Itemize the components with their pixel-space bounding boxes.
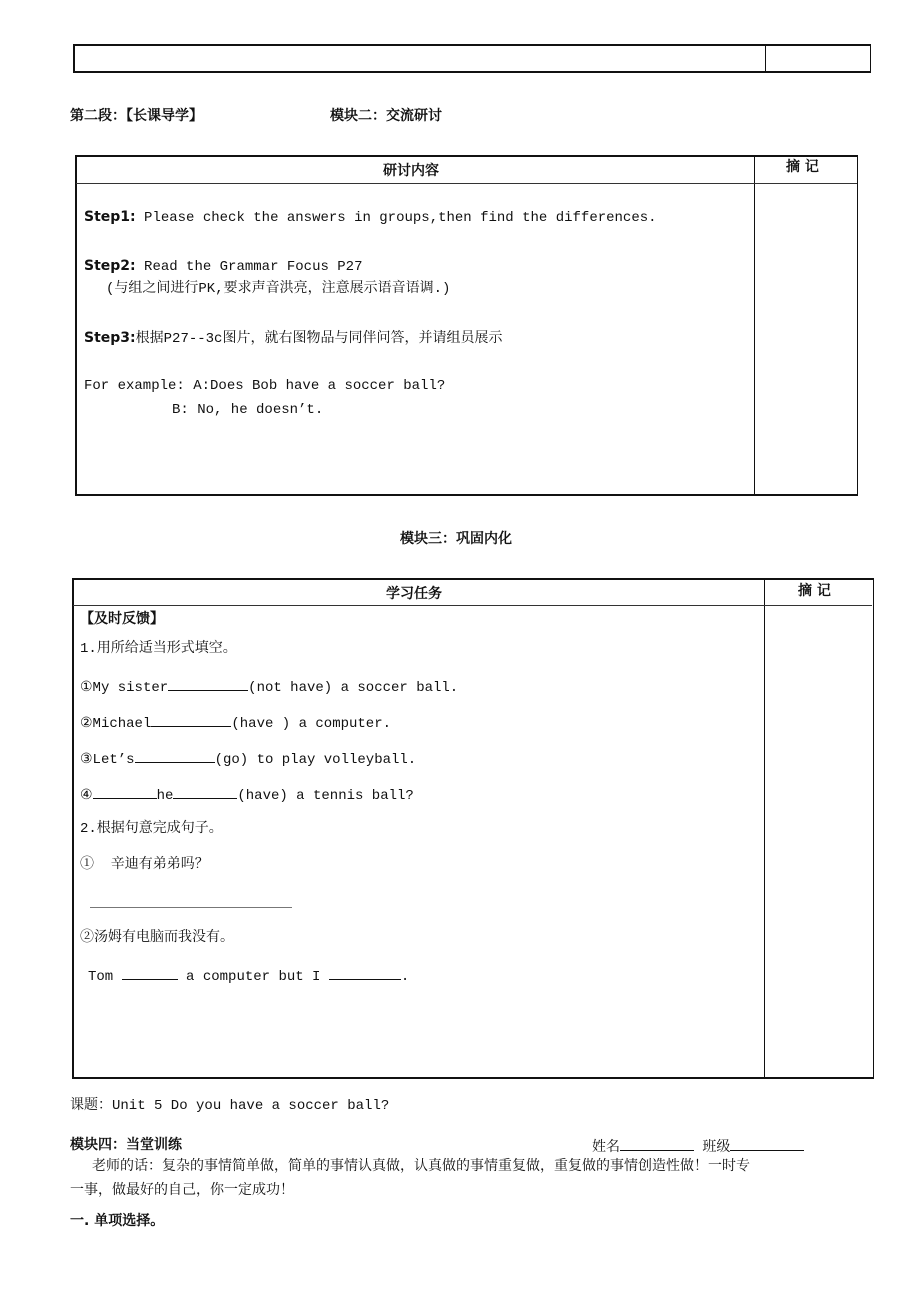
sentence-1: ① 辛迪有弟弟吗？: [80, 857, 209, 873]
feedback-heading: 【及时反馈】: [80, 611, 164, 627]
blank[interactable]: [151, 712, 231, 727]
step1-label: Step1:: [84, 209, 136, 225]
step2-label: Step2:: [84, 258, 136, 274]
step2-text: Read the Grammar Focus P27: [135, 259, 363, 275]
table-divider: [76, 183, 857, 184]
blank[interactable]: [122, 965, 178, 980]
blank[interactable]: [168, 676, 248, 691]
discussion-table: [75, 155, 858, 496]
fill-item-3: ③Let’s (go) to play volleyball.: [80, 748, 416, 769]
step3-label: Step3:: [84, 330, 136, 346]
class-blank[interactable]: [730, 1136, 804, 1151]
module-3-title: 模块三：巩固内化: [400, 531, 512, 547]
example-b: B: No, he doesn’t.: [172, 402, 324, 418]
step1-text: Please check the answers in groups,then find the differences.: [135, 210, 657, 226]
question-1: 1.用所给适当形式填空。: [80, 641, 237, 657]
answer-line[interactable]: [90, 907, 292, 908]
fill-item-1: ①My sister (not have) a soccer ball.: [80, 676, 458, 697]
sentence-2-fill: Tom a computer but I .: [88, 965, 409, 986]
fill-item-2: ②Michael (have ) a computer.: [80, 712, 391, 733]
teacher-words-line-2: 一事，做最好的自己，你一定成功！: [70, 1183, 294, 1199]
name-blank[interactable]: [620, 1136, 694, 1151]
blank[interactable]: [135, 748, 215, 763]
column-header-notes: 摘 记: [798, 583, 831, 599]
column-header-task: 学习任务: [386, 586, 442, 602]
top-table: [73, 44, 871, 73]
table-divider: [73, 605, 872, 606]
fill-item-4: ④ he (have) a tennis ball?: [80, 784, 414, 805]
module-4-title: 模块四：当堂训练: [70, 1137, 182, 1153]
column-header-notes: 摘 记: [786, 159, 819, 175]
lesson-title: 课题：Unit 5 Do you have a soccer ball?: [70, 1098, 390, 1114]
module-2-title: 模块二：交流研讨: [330, 108, 442, 124]
step2-note: (与组之间进行PK,要求声音洪亮，注意展示语音语调.): [106, 281, 451, 297]
name-field: 姓名 班级: [592, 1136, 804, 1157]
sentence-2: ②汤姆有电脑而我没有。: [80, 930, 234, 946]
blank[interactable]: [93, 784, 157, 799]
question-2: 2.根据句意完成句子。: [80, 821, 223, 837]
table-divider: [764, 578, 765, 1077]
example-a: For example: A:Does Bob have a soccer ball?: [84, 378, 446, 394]
table-divider: [765, 44, 766, 72]
section-title: 第二段：【长课导学】: [70, 108, 203, 124]
blank[interactable]: [329, 965, 401, 980]
blank[interactable]: [173, 784, 237, 799]
step3-text: 根据P27--3c图片，就右图物品与同伴问答，并请组员展示: [135, 331, 503, 347]
table-divider: [754, 155, 755, 494]
column-header-content: 研讨内容: [383, 163, 439, 179]
part-1-heading: 一. 单项选择。: [70, 1213, 165, 1229]
teacher-words-line-1: 老师的话：复杂的事情简单做，简单的事情认真做，认真做的事情重复做，重复做的事情创造性做！一时专: [92, 1159, 750, 1175]
